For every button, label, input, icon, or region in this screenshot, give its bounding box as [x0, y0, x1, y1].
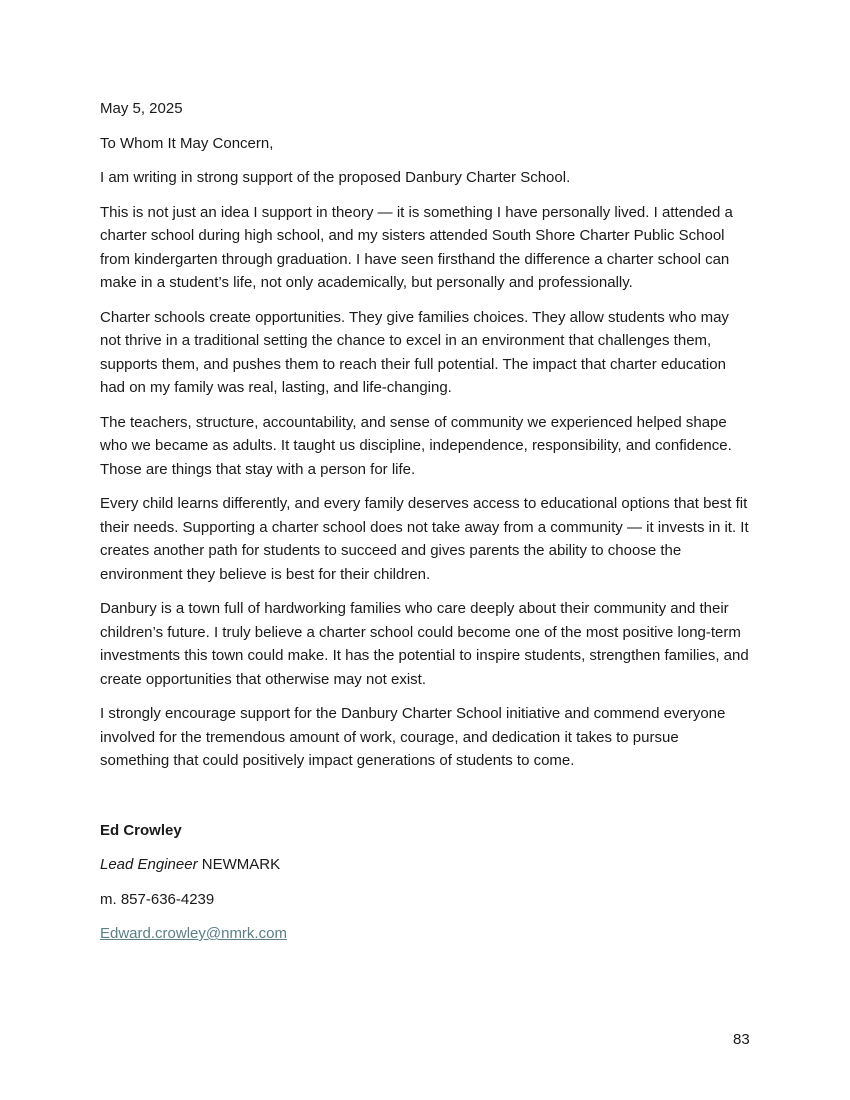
- signer-company: NEWMARK: [201, 856, 281, 873]
- letter-salutation: To Whom It May Concern,: [100, 134, 274, 152]
- signer-name: Ed Crowley: [100, 821, 182, 839]
- paragraph-3: Charter schools create opportunities. They give families choices. They allow students who may not thrive in a traditional setting the chance to excel in an environment that challenges them, supports them, and pushes them to reach their full potential. The impact that charter education had on my family was real, lasting, and life-changing.: [100, 308, 729, 396]
- page-number: 83: [733, 1031, 750, 1048]
- letter-date: May 5, 2025: [100, 100, 183, 117]
- signer-title-line: [100, 853, 752, 877]
- paragraph-4: The teachers, structure, accountability, and sense of community we experienced helped shape who we became as adults. It taught us discipline, independence, responsibility, and confidence. Those are things that stay with a person for life.: [100, 413, 732, 478]
- signer-phone: m. 857-636-4239: [100, 890, 215, 908]
- signer-email-line: [100, 922, 752, 946]
- signer-email-link[interactable]: Edward.crowley@nmrk.com: [100, 925, 287, 942]
- paragraph-6: Danbury is a town full of hardworking families who care deeply about their community and their children’s future. I truly believe a charter school could become one of the most positive long-term investments this town could make. It has the potential to inspire students, strengthen families, and create opportunities that otherwise may not exist.: [100, 600, 749, 688]
- paragraph-2: This is not just an idea I support in theory — it is something I have personally lived. I attended a charter school during high school, and my sisters attended South Shore Charter Public School from kindergarten through graduation. I have seen firsthand the difference a charter school can make in a student’s life, not only academically, but personally and professionally.: [100, 203, 733, 291]
- paragraph-7: I strongly encourage support for the Danbury Charter School initiative and commend everyone involved for the tremendous amount of work, courage, and dedication it takes to pursue something that could positively impact generations of students to come.: [100, 705, 726, 769]
- paragraph-5: Every child learns differently, and every family deserves access to educational options that best fit their needs. Supporting a charter school does not take away from a community — it invests in it. It creates another path for students to succeed and gives parents the ability to choose the environment they believe is best for their children.: [100, 495, 749, 583]
- signer-title: Lead Engineer: [100, 856, 198, 873]
- letter-body: [100, 97, 752, 957]
- paragraph-1: I am writing in strong support of the proposed Danbury Charter School.: [100, 169, 571, 186]
- signature-spacer: [100, 784, 752, 819]
